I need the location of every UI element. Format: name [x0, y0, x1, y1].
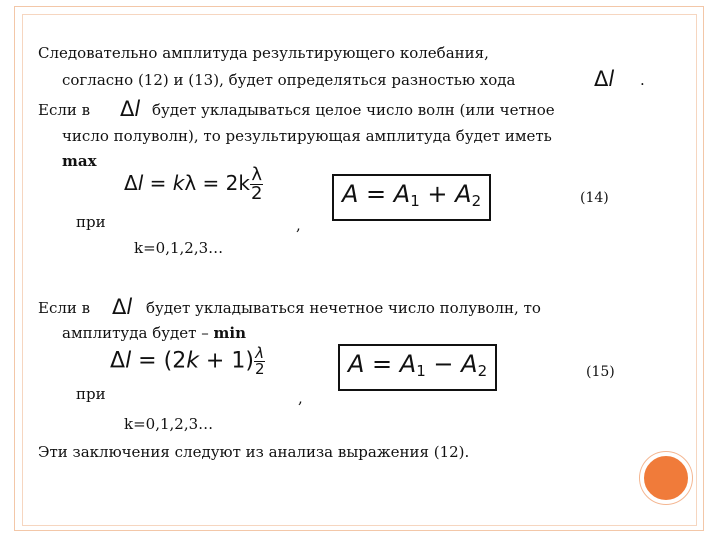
para2-prefix: Если в: [38, 101, 91, 119]
para3-suffix: будет укладываться нечетное число полуволн, то: [146, 299, 541, 317]
para3-line2: амплитуда будет – min: [62, 324, 247, 342]
eq14-pri: при: [76, 213, 106, 231]
eq15-amplitude-box: $A = A_1 - A_2$: [338, 344, 497, 391]
para1-period: .: [640, 71, 645, 89]
delta-l-symbol-2: Δl: [120, 97, 141, 121]
para1-line1: Следовательно амплитуда результирующего колебания,: [38, 44, 489, 62]
delta-l-symbol-1: Δl: [594, 67, 615, 91]
eq15-comma: ,: [298, 389, 303, 407]
decorative-circle: [640, 452, 692, 504]
eq14-amplitude-box: $A = A_1 + A_2$: [332, 174, 491, 221]
eq14-comma: ,: [296, 216, 301, 234]
eq15-pri: при: [76, 385, 106, 403]
eq15-path-difference: Δl = (2k + 1) $\frac{\lambda}{2}$: [110, 344, 265, 378]
eq15-k-values: k=0,1,2,3…: [124, 415, 214, 433]
eq14-k-values: k=0,1,2,3…: [134, 239, 224, 257]
para3-prefix: Если в: [38, 299, 91, 317]
para1-line2: согласно (12) и (13), будет определяться разностью хода: [62, 71, 516, 89]
delta-l-symbol-3: Δl: [112, 295, 133, 319]
para2-line2: число полуволн), то результирующая амплитуда будет иметь: [62, 127, 552, 145]
para2-max: max: [62, 152, 97, 170]
conclusion-text: Эти заключения следуют из анализа выражения (12).: [38, 443, 470, 461]
eq14-number: (14): [580, 190, 609, 206]
eq15-number: (15): [586, 364, 615, 380]
para2-suffix: будет укладываться целое число волн (или четное: [152, 101, 555, 119]
eq14-path-difference: Δl = kλ = 2k $\frac{\lambda}{2}$: [124, 164, 263, 204]
